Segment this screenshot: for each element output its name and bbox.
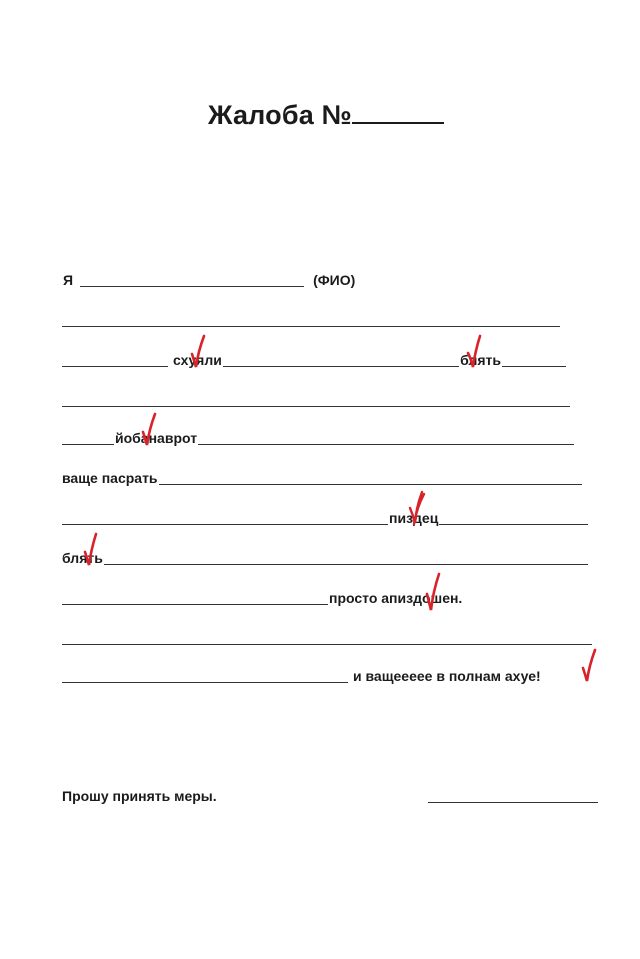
line-3: [62, 348, 566, 368]
blank-segment[interactable]: [159, 484, 582, 485]
blank-segment[interactable]: [223, 366, 459, 367]
blank-line[interactable]: [62, 326, 560, 327]
word-skhuyali: схуяли: [173, 352, 222, 368]
line-5: [62, 426, 574, 446]
complaint-number-blank[interactable]: [352, 96, 444, 124]
name-row: [62, 268, 374, 288]
name-blank[interactable]: [80, 286, 304, 287]
form-title: [0, 96, 640, 131]
blank-line-3[interactable]: [62, 626, 592, 646]
blank-segment[interactable]: [62, 444, 114, 445]
word-i-vashcheeee: и ващеееее в полнам ахуе!: [353, 668, 541, 684]
closing-row: [62, 784, 598, 804]
blank-segment[interactable]: [62, 682, 348, 683]
blank-segment[interactable]: [198, 444, 574, 445]
word-prosto-apizdoshen: просто апиздошен.: [329, 590, 463, 606]
line-6: [62, 466, 582, 486]
blank-segment[interactable]: [502, 366, 566, 367]
blank-line-1[interactable]: [62, 308, 560, 328]
blank-segment[interactable]: [104, 564, 588, 565]
line-9: [62, 586, 522, 606]
blank-line[interactable]: [62, 644, 592, 645]
blank-line[interactable]: [62, 406, 570, 407]
closing-text: Прошу принять меры.: [62, 788, 217, 804]
name-suffix: (ФИО): [313, 272, 356, 288]
word-pizdets: пиздец: [389, 510, 439, 526]
line-7: [62, 506, 588, 526]
name-prefix: Я: [63, 272, 74, 288]
form-title-text: Жалоба №: [208, 100, 352, 130]
word-blyat-1: блять: [460, 352, 501, 368]
word-yobanavrot: йобанаврот: [115, 430, 198, 446]
blank-segment[interactable]: [439, 524, 588, 525]
blank-line-2[interactable]: [62, 388, 570, 408]
word-vashche-pasrat: ваще пасрать: [62, 470, 158, 486]
blank-segment[interactable]: [62, 524, 388, 525]
line-8: [62, 546, 588, 566]
blank-segment[interactable]: [62, 366, 168, 367]
line-11: [62, 664, 610, 684]
word-blyat-2: блять: [62, 550, 103, 566]
signature-blank[interactable]: [428, 802, 598, 803]
blank-segment[interactable]: [62, 604, 328, 605]
